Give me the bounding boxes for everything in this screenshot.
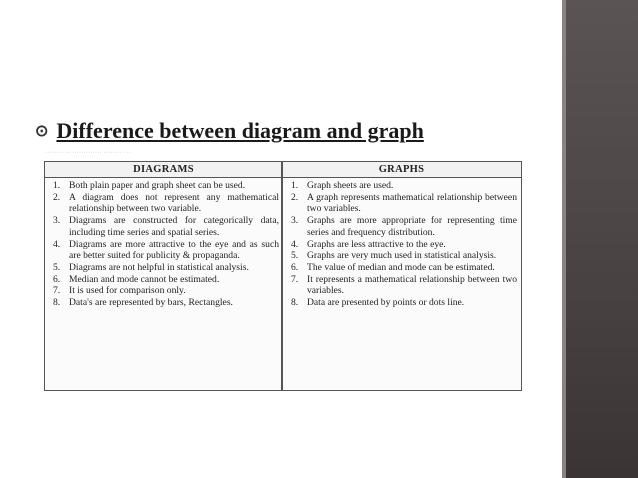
column-divider xyxy=(281,162,283,390)
diagram-item: 6. Median and mode cannot be estimated. xyxy=(53,273,220,285)
diagram-item: 7. It is used for comparison only. xyxy=(53,285,186,297)
comparison-table xyxy=(44,161,522,391)
faint-caption: ········ ················ ········ ··· xyxy=(45,150,131,156)
graph-item: 1. Graph sheets are used. xyxy=(291,180,394,191)
header-diagrams: DIAGRAMS xyxy=(133,164,194,175)
diagram-item: 8. Data's are represented by bars, Rectangles. xyxy=(53,297,233,309)
diagram-item: 3. Diagrams are constructed for categorically data, including time series and spatial series. xyxy=(53,215,279,238)
graph-item: 3. Graphs are more appropriate for representing time series and frequency distribution. xyxy=(291,215,517,238)
graphs-column xyxy=(291,180,517,309)
diagrams-column xyxy=(53,180,279,309)
table-header-row xyxy=(45,162,521,178)
graph-item: 5. Graphs are very much used in statistical analysis. xyxy=(291,250,497,262)
diagram-item: 1. Both plain paper and graph sheet can be used. xyxy=(53,180,246,191)
slide-title-row xyxy=(35,118,424,144)
header-graphs: GRAPHS xyxy=(378,164,425,175)
graph-item: 8. Data are presented by points or dots line. xyxy=(291,297,465,309)
diagram-item: 2. A diagram does not represent any mathematical relationship between two variable. xyxy=(53,191,279,215)
graph-item: 4. Graphs are less attractive to the eye. xyxy=(291,238,446,250)
graph-item: 2. A graph represents mathematical relationship between two variables. xyxy=(291,191,517,215)
graph-item: 6. The value of median and mode can be estimated. xyxy=(291,261,495,273)
decorative-sidebar xyxy=(566,0,638,478)
bullet-icon: ⊙ xyxy=(35,123,49,140)
graph-item: 7. It represents a mathematical relationship between two variables. xyxy=(291,273,517,297)
slide-title: Difference between diagram and graph xyxy=(56,118,424,143)
diagram-item: 5. Diagrams are not helpful in statistical analysis. xyxy=(53,261,249,273)
diagram-item: 4. Diagrams are more attractive to the eye and as such are better suited for publicity & propaganda. xyxy=(53,238,279,262)
